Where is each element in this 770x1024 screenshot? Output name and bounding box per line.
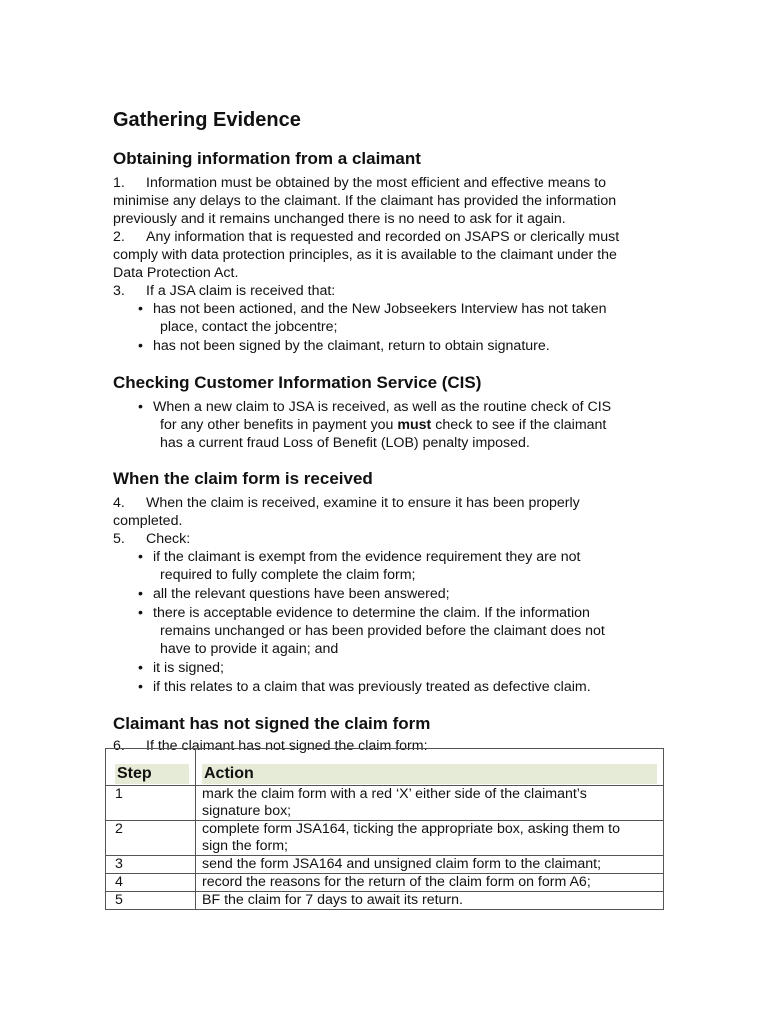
bullet-list-obtaining bbox=[113, 300, 673, 355]
paragraph-2 bbox=[113, 228, 673, 282]
list-item bbox=[138, 678, 673, 696]
paragraph-line: completed. bbox=[113, 513, 183, 529]
section-obtaining bbox=[113, 148, 673, 355]
table-row bbox=[106, 892, 664, 910]
list-item bbox=[138, 398, 673, 452]
list-item-line: have to provide it again; and bbox=[160, 641, 339, 657]
bullet-list-cis bbox=[113, 398, 673, 452]
page-title: Gathering Evidence bbox=[113, 109, 301, 131]
paragraph-1 bbox=[113, 174, 673, 228]
paragraph-line: minimise any delays to the claimant. If the claimant has provided the information bbox=[113, 193, 617, 209]
document-page bbox=[113, 108, 673, 755]
section-heading-obtaining: Obtaining information from a claimant bbox=[113, 149, 421, 168]
paragraph-line: Check: bbox=[146, 531, 191, 547]
bullet-icon: • bbox=[138, 660, 143, 676]
list-item-line: there is acceptable evidence to determine the claim. If the information bbox=[153, 605, 590, 621]
paragraph-line: If the claimant has not signed the claim form: bbox=[146, 738, 428, 754]
step-cell: 2 bbox=[106, 821, 196, 856]
list-item bbox=[138, 585, 673, 603]
list-item-line: has a current fraud Loss of Benefit (LOB) penalty imposed. bbox=[160, 435, 530, 451]
paragraph-number: 4. bbox=[113, 495, 125, 511]
table-row bbox=[106, 821, 664, 856]
list-item-line: for any other benefits in payment you bbox=[160, 417, 398, 433]
section-heading-not-signed: Claimant has not signed the claim form bbox=[113, 714, 431, 733]
step-cell: 3 bbox=[106, 856, 196, 874]
table-header-cell bbox=[196, 749, 664, 786]
action-line: signature box; bbox=[202, 803, 292, 819]
action-cell bbox=[196, 786, 664, 821]
paragraph-number: 3. bbox=[113, 283, 125, 299]
paragraph-line: previously and it remains unchanged there is no need to ask for it again. bbox=[113, 211, 566, 227]
action-line: mark the claim form with a red ‘X’ either side of the claimant’s bbox=[202, 786, 587, 802]
paragraph-line: Any information that is requested and recorded on JSAPS or clerically must bbox=[146, 229, 620, 245]
section-heading-cis: Checking Customer Information Service (CIS) bbox=[113, 373, 482, 392]
paragraph-line: Information must be obtained by the most efficient and effective means to bbox=[146, 175, 607, 191]
action-cell: send the form JSA164 and unsigned claim form to the claimant; bbox=[196, 856, 664, 874]
paragraph-number: 6. bbox=[113, 738, 125, 754]
action-cell: record the reasons for the return of the claim form on form A6; bbox=[196, 874, 664, 892]
list-item-line: has not been signed by the claimant, return to obtain signature. bbox=[153, 338, 550, 354]
paragraph-number: 5. bbox=[113, 531, 125, 547]
list-item bbox=[138, 300, 673, 336]
step-cell: 5 bbox=[106, 892, 196, 910]
table-header-row bbox=[106, 749, 664, 786]
paragraph-number: 2. bbox=[113, 229, 125, 245]
paragraph-line: Data Protection Act. bbox=[113, 265, 239, 281]
bullet-icon: • bbox=[138, 301, 143, 317]
table-row bbox=[106, 786, 664, 821]
step-cell: 4 bbox=[106, 874, 196, 892]
list-item bbox=[138, 337, 673, 355]
list-item-line: place, contact the jobcentre; bbox=[160, 319, 338, 335]
list-item-line: required to fully complete the claim form; bbox=[160, 567, 416, 583]
list-item-line: if the claimant is exempt from the evidence requirement they are not bbox=[153, 549, 581, 565]
table-header-cell bbox=[106, 749, 196, 786]
step-cell: 1 bbox=[106, 786, 196, 821]
table-row bbox=[106, 856, 664, 874]
header-step: Step bbox=[115, 764, 189, 784]
action-line: sign the form; bbox=[202, 838, 288, 854]
paragraph-line: comply with data protection principles, as it is available to the claimant under the bbox=[113, 247, 617, 263]
bullet-icon: • bbox=[138, 399, 143, 415]
steps-table bbox=[105, 748, 664, 910]
bullet-icon: • bbox=[138, 586, 143, 602]
list-item-line: all the relevant questions have been answered; bbox=[153, 586, 450, 602]
table-row bbox=[106, 874, 664, 892]
section-heading-received: When the claim form is received bbox=[113, 469, 373, 488]
bullet-icon: • bbox=[138, 605, 143, 621]
emphasis-must: must bbox=[397, 417, 432, 433]
section-cis bbox=[113, 372, 673, 452]
section-received bbox=[113, 468, 673, 696]
paragraph-3 bbox=[113, 282, 673, 300]
paragraph-4 bbox=[113, 494, 673, 530]
action-cell bbox=[196, 821, 664, 856]
list-item-line: remains unchanged or has been provided before the claimant does not bbox=[160, 623, 605, 639]
list-item-line: When a new claim to JSA is received, as well as the routine check of CIS bbox=[153, 399, 612, 415]
list-item bbox=[138, 659, 673, 677]
action-line: complete form JSA164, ticking the appropriate box, asking them to bbox=[202, 821, 620, 837]
list-item-line: has not been actioned, and the New Jobseekers Interview has not taken bbox=[153, 301, 607, 317]
paragraph-line: When the claim is received, examine it to ensure it has been properly bbox=[146, 495, 580, 511]
bullet-icon: • bbox=[138, 338, 143, 354]
bullet-list-received bbox=[113, 548, 673, 696]
list-item-line: check to see if the claimant bbox=[431, 417, 607, 433]
paragraph-number: 1. bbox=[113, 175, 125, 191]
header-action: Action bbox=[202, 764, 657, 784]
list-item bbox=[138, 548, 673, 584]
action-cell: BF the claim for 7 days to await its return. bbox=[196, 892, 664, 910]
list-item bbox=[138, 604, 673, 658]
bullet-icon: • bbox=[138, 549, 143, 565]
list-item-line: if this relates to a claim that was previously treated as defective claim. bbox=[153, 679, 591, 695]
list-item-line: it is signed; bbox=[153, 660, 224, 676]
paragraph-line: If a JSA claim is received that: bbox=[146, 283, 336, 299]
bullet-icon: • bbox=[138, 679, 143, 695]
paragraph-5 bbox=[113, 530, 673, 548]
